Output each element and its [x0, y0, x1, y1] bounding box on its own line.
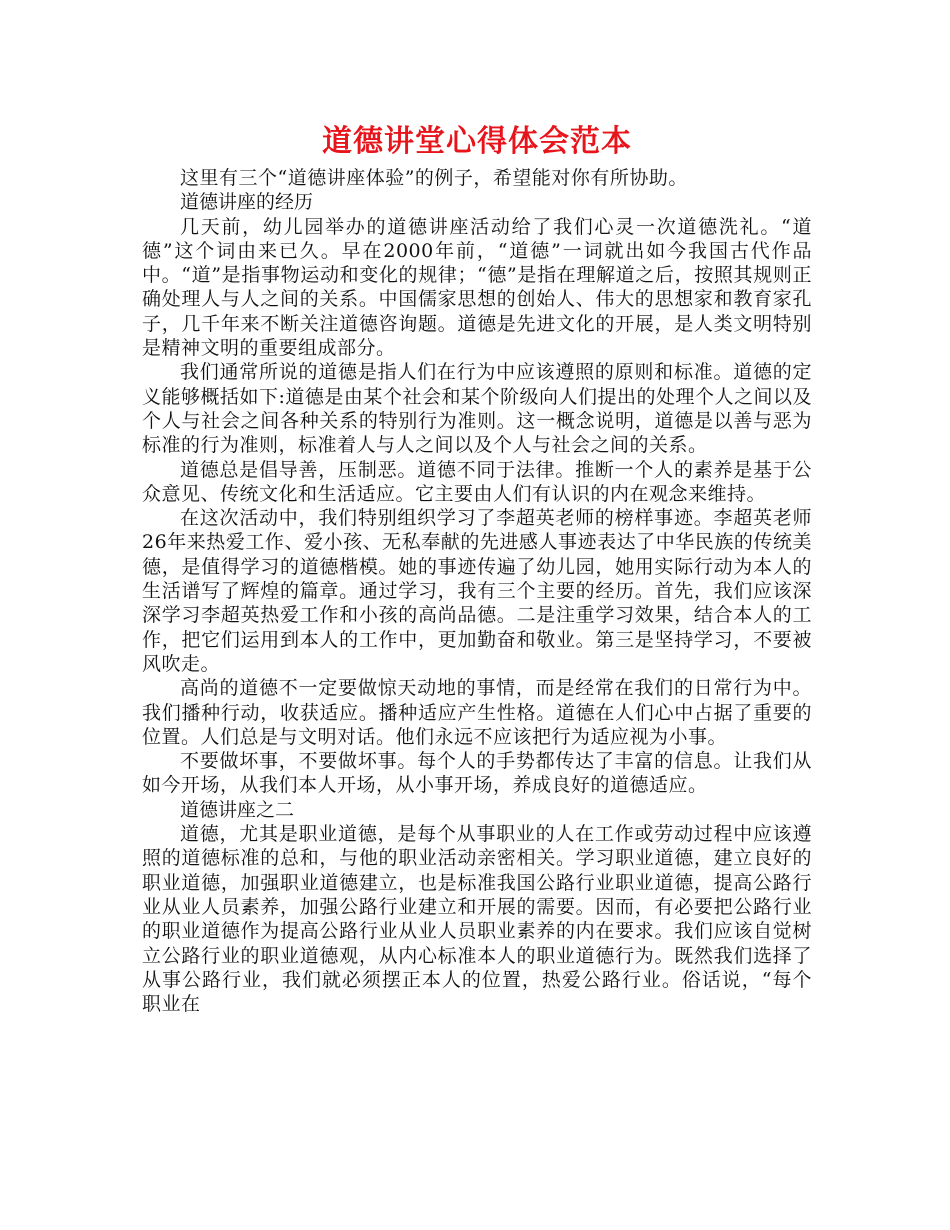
- paragraph: 几天前，幼儿园举办的道德讲座活动给了我们心灵一次道德洗礼。“道德”这个词由来已久。早在2000年前，“道德”一词就出如今我国古代作品中。“道”是指事物运动和变化的规律；“德”是指在理解道之后，按照其规则正确处理人与人之间的关系。中国儒家思想的创始人、伟大的思想家和教育家孔子，几千年来不断关注道德咨询题。道德是先进文化的开展，是人类文明特别是精神文明的重要组成部分。: [142, 215, 812, 360]
- paragraph: 高尚的道德不一定要做惊天动地的事情，而是经常在我们的日常行为中。我们播种行动，收获适应。播种适应产生性格。道德在人们心中占据了重要的位置。人们总是与文明对话。他们永远不应该把行为适应视为小事。: [142, 677, 812, 748]
- section-heading-1: 道德讲座的经历: [180, 191, 314, 214]
- paragraph-intro: 这里有三个“道德讲座体验”的例子，希望能对你有所协助。: [180, 167, 688, 189]
- paragraph: 不要做坏事，不要做坏事。每个人的手势都传达了丰富的信息。让我们从如今开场，从我们本人开场，从小事开场，养成良好的道德适应。: [142, 750, 812, 797]
- section-heading-2: 道德讲座之二: [180, 798, 295, 821]
- paragraph: 道德总是倡导善，压制恶。道德不同于法律。推断一个人的素养是基于公众意见、传统文化和生活适应。它主要由人们有认识的内在观念来维持。: [142, 458, 812, 505]
- paragraph: 道德，尤其是职业道德，是每个从事职业的人在工作或劳动过程中应该遵照的道德标准的总和，与他的职业活动亲密相关。学习职业道德，建立良好的职业道德，加强职业道德建立，也是标准我国公路行业职业道德，提高公路行业从业人员素养，加强公路行业建立和开展的需要。因而，有必要把公路行业的职业道德作为提高公路行业从业人员职业素养的内在要求。我们应该自觉树立公路行业的职业道德观，从内心标准本人的职业道德行为。既然我们选择了从事公路行业，我们就必须摆正本人的位置，热爱公路行业。俗话说，“每个职业在: [142, 823, 812, 1016]
- paragraph: 在这次活动中，我们特别组织学习了李超英老师的榜样事迹。李超英老师26年来热爱工作、爱小孩、无私奉献的先进感人事迹表达了中华民族的传统美德，是值得学习的道德楷模。她的事迹传遍了幼儿园，她用实际行动为本人的生活谱写了辉煌的篇章。通过学习，我有三个主要的经历。首先，我们应该深深学习李超英热爱工作和小孩的高尚品德。二是注重学习效果，结合本人的工作，把它们运用到本人的工作中，更加勤奋和敬业。第三是坚持学习，不要被风吹走。: [142, 507, 812, 675]
- document-page: [142, 122, 812, 1016]
- paragraph: 我们通常所说的道德是指人们在行为中应该遵照的原则和标准。道德的定义能够概括如下:道德是由某个社会和某个阶级向人们提出的处理个人之间以及个人与社会之间各种关系的特别行为准则。这一概念说明，道德是以善与恶为标准的行为准则，标准着人与人之间以及个人与社会之间的关系。: [142, 361, 812, 457]
- document-title: 道德讲堂心得体会范本: [322, 124, 632, 159]
